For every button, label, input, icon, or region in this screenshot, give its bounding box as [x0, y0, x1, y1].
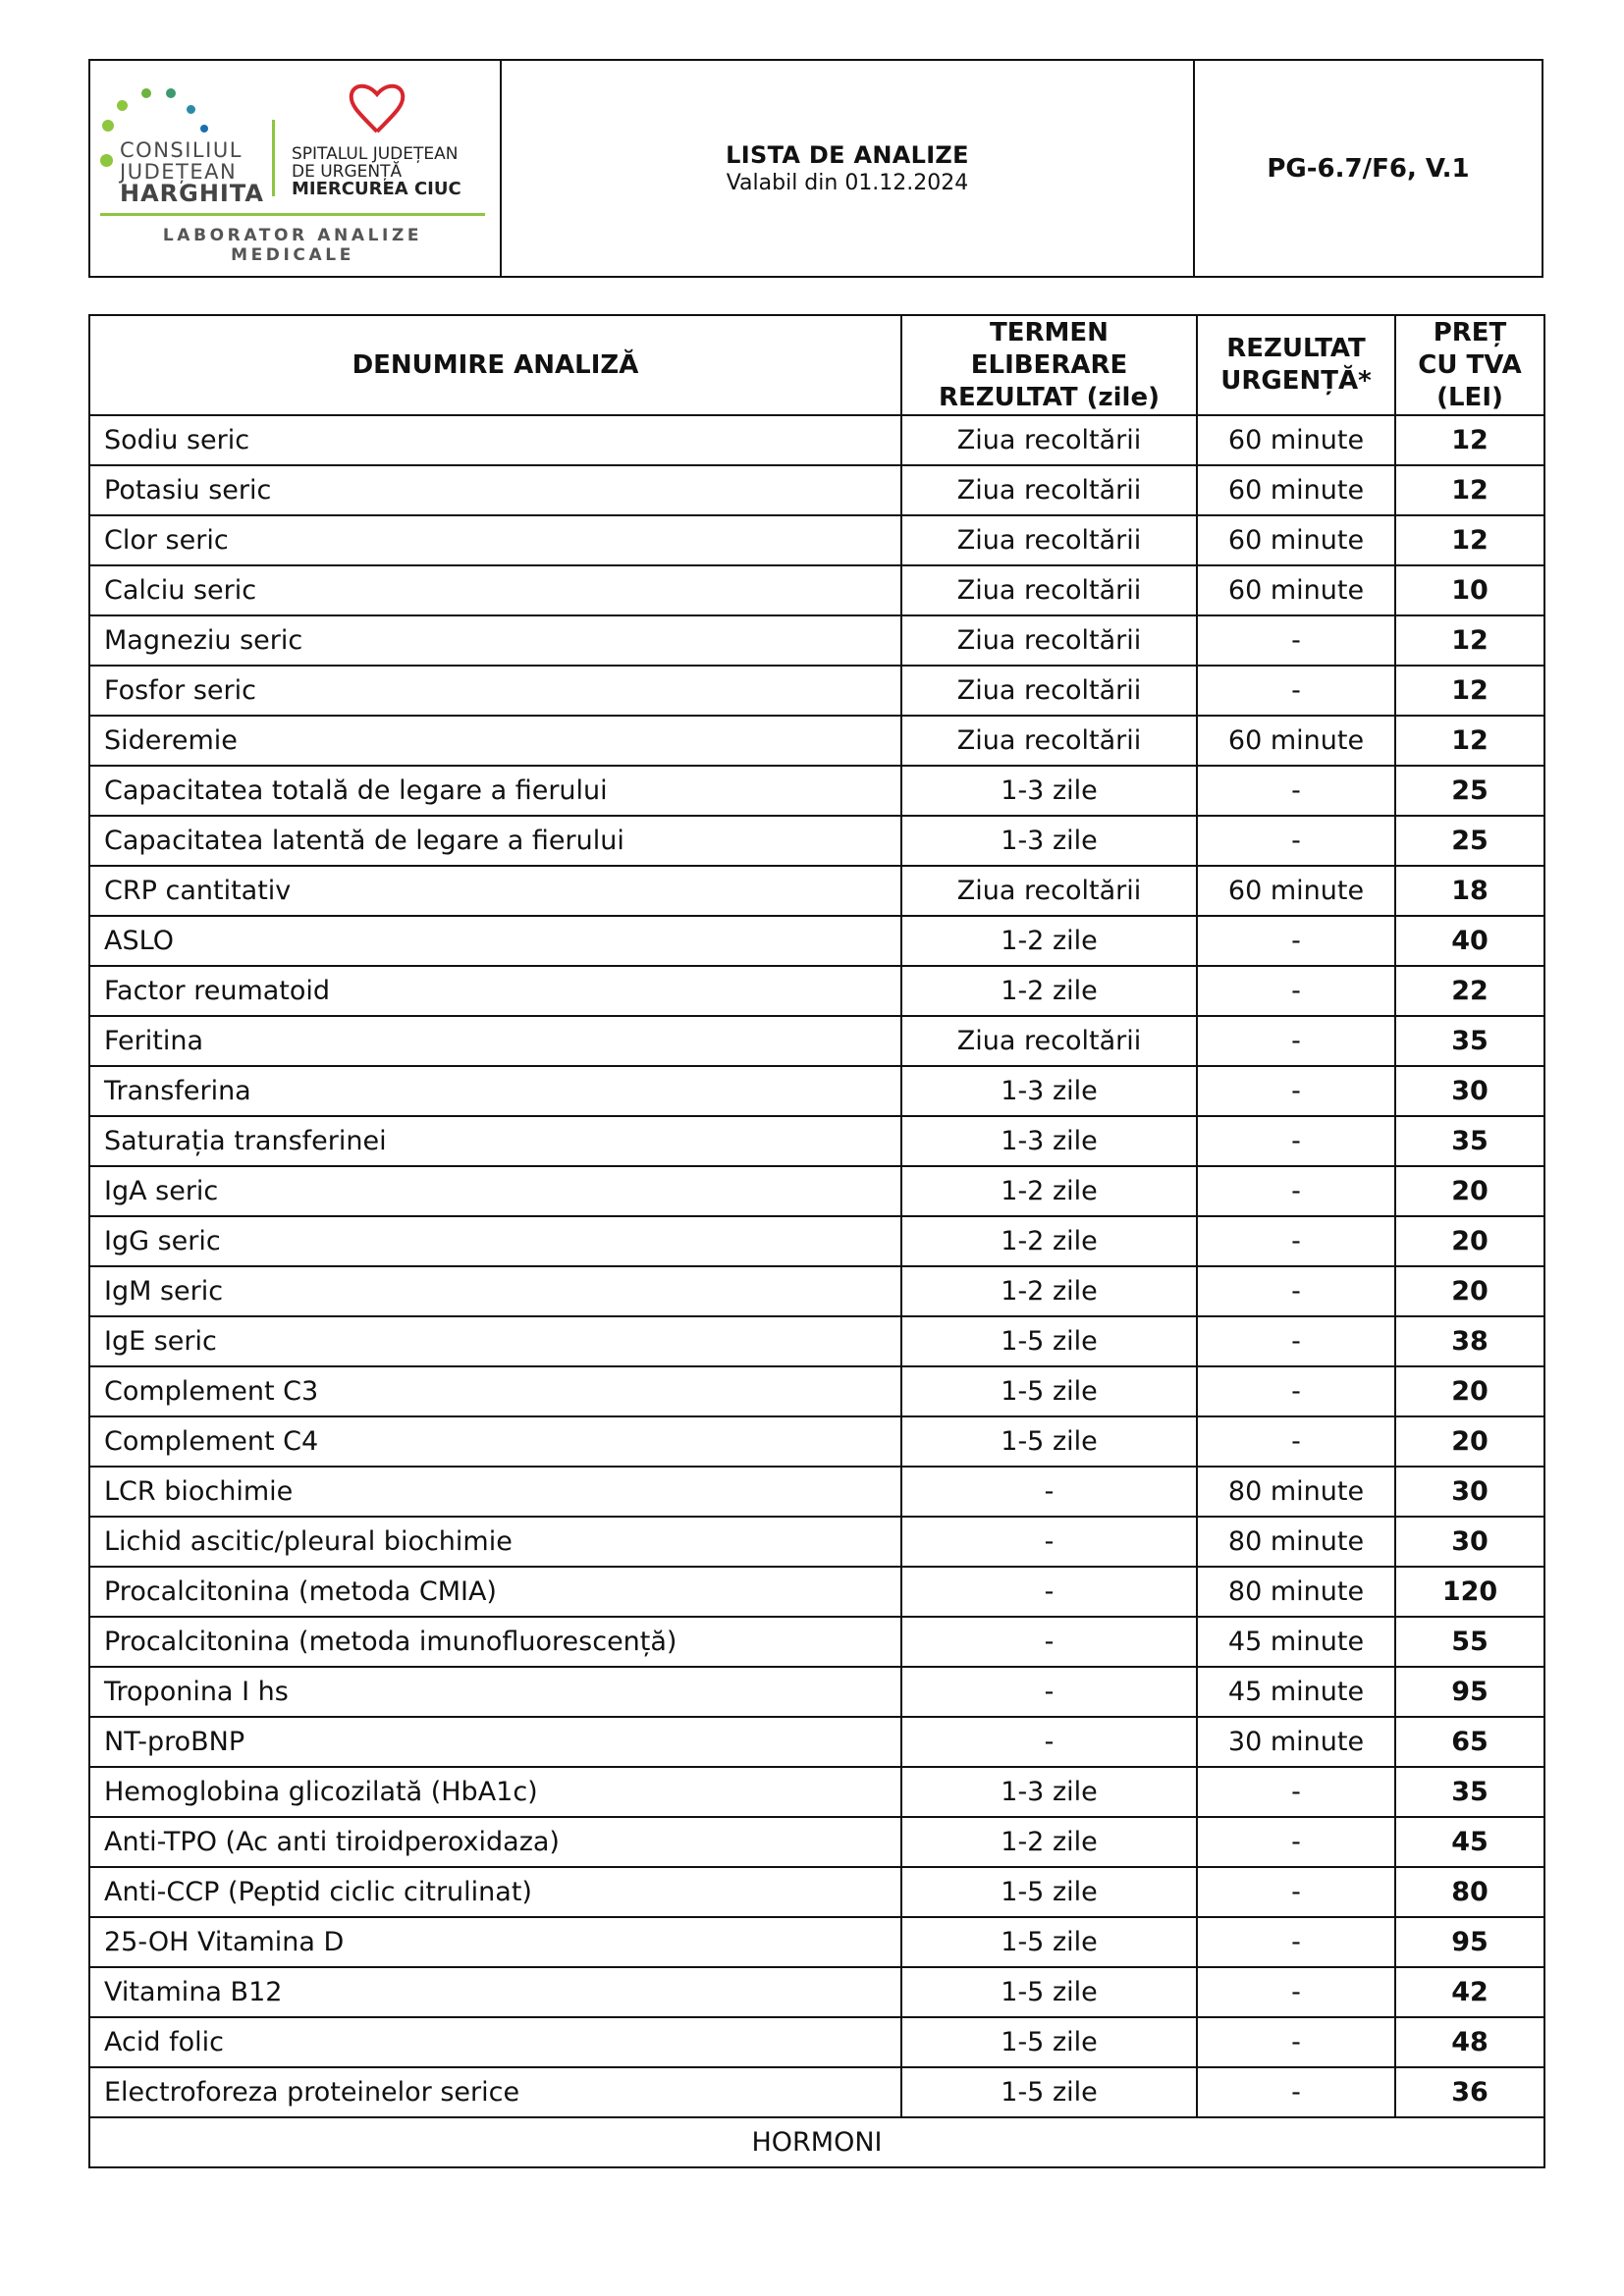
table-row — [89, 1967, 1544, 2017]
analysis-name: Lichid ascitic/pleural biochimie — [89, 1517, 901, 1567]
table-row — [89, 716, 1544, 766]
urgent-result-time: - — [1197, 1066, 1395, 1116]
analysis-name: IgA seric — [89, 1166, 901, 1216]
table-row — [89, 465, 1544, 515]
urgent-result-time: - — [1197, 1266, 1395, 1316]
urgent-result-time: 45 minute — [1197, 1667, 1395, 1717]
release-term: - — [901, 1617, 1197, 1667]
table-row — [89, 1767, 1544, 1817]
price-value: 35 — [1395, 1767, 1544, 1817]
analysis-name: IgE seric — [89, 1316, 901, 1366]
release-term: Ziua recoltării — [901, 615, 1197, 666]
urgent-result-time: 80 minute — [1197, 1467, 1395, 1517]
release-term: Ziua recoltării — [901, 415, 1197, 465]
release-term: Ziua recoltării — [901, 866, 1197, 916]
analysis-name: Clor seric — [89, 515, 901, 565]
table-row — [89, 666, 1544, 716]
title-cell — [502, 61, 1195, 276]
urgent-result-time: 30 minute — [1197, 1717, 1395, 1767]
hospital-line-2: DE URGENȚĂ — [292, 162, 403, 182]
release-term: 1-2 zile — [901, 1266, 1197, 1316]
price-value: 40 — [1395, 916, 1544, 966]
urgent-result-time: - — [1197, 1867, 1395, 1917]
urgent-result-time: - — [1197, 615, 1395, 666]
price-value: 120 — [1395, 1567, 1544, 1617]
table-row — [89, 1617, 1544, 1667]
hospital-logo — [90, 61, 500, 276]
column-header-term: TERMEN ELIBERARE REZULTAT (zile) — [901, 315, 1197, 415]
price-value: 25 — [1395, 766, 1544, 816]
table-row — [89, 916, 1544, 966]
table-row — [89, 1467, 1544, 1517]
urgent-result-time: - — [1197, 666, 1395, 716]
release-term: 1-3 zile — [901, 1116, 1197, 1166]
price-value: 36 — [1395, 2067, 1544, 2117]
analysis-name: Saturația transferinei — [89, 1116, 901, 1166]
table-row — [89, 615, 1544, 666]
price-value: 80 — [1395, 1867, 1544, 1917]
urgent-result-time: - — [1197, 1316, 1395, 1366]
release-term: Ziua recoltării — [901, 1016, 1197, 1066]
analysis-name: Potasiu seric — [89, 465, 901, 515]
analysis-name: Magneziu seric — [89, 615, 901, 666]
price-value: 30 — [1395, 1517, 1544, 1567]
price-value: 12 — [1395, 716, 1544, 766]
table-row — [89, 866, 1544, 916]
table-row — [89, 565, 1544, 615]
price-value: 35 — [1395, 1116, 1544, 1166]
logo-dot-icon — [187, 105, 195, 114]
analysis-name: Sideremie — [89, 716, 901, 766]
price-value: 20 — [1395, 1266, 1544, 1316]
table-row — [89, 515, 1544, 565]
release-term: 1-3 zile — [901, 1767, 1197, 1817]
heart-icon — [348, 82, 406, 136]
price-value: 45 — [1395, 1817, 1544, 1867]
urgent-result-time: - — [1197, 1767, 1395, 1817]
analysis-name: Procalcitonina (metoda imunofluorescență) — [89, 1617, 901, 1667]
urgent-result-time: - — [1197, 1967, 1395, 2017]
document-code: PG-6.7/F6, V.1 — [1267, 153, 1470, 184]
table-row — [89, 966, 1544, 1016]
urgent-result-time: 60 minute — [1197, 716, 1395, 766]
release-term: 1-2 zile — [901, 1166, 1197, 1216]
release-term: Ziua recoltării — [901, 666, 1197, 716]
table-row — [89, 1867, 1544, 1917]
county-council-name — [120, 139, 264, 205]
analysis-name: 25-OH Vitamina D — [89, 1917, 901, 1967]
urgent-result-time: - — [1197, 1166, 1395, 1216]
logo-dot-icon — [200, 125, 208, 133]
price-value: 12 — [1395, 615, 1544, 666]
logo-underline — [100, 213, 485, 216]
urgent-result-time: 60 minute — [1197, 565, 1395, 615]
table-row — [89, 1316, 1544, 1366]
analysis-name: Sodiu seric — [89, 415, 901, 465]
price-value: 12 — [1395, 666, 1544, 716]
price-value: 30 — [1395, 1066, 1544, 1116]
table-row — [89, 1216, 1544, 1266]
release-term: 1-5 zile — [901, 1416, 1197, 1467]
price-value: 42 — [1395, 1967, 1544, 2017]
release-term: 1-3 zile — [901, 816, 1197, 866]
price-value: 95 — [1395, 1667, 1544, 1717]
table-row — [89, 1667, 1544, 1717]
price-value: 12 — [1395, 415, 1544, 465]
table-row — [89, 816, 1544, 866]
council-line-3: HARGHITA — [120, 180, 264, 207]
document-title: LISTA DE ANALIZE — [726, 141, 969, 169]
release-term: 1-2 zile — [901, 1216, 1197, 1266]
lab-name: LABORATOR ANALIZE MEDICALE — [162, 226, 423, 265]
release-term: 1-2 zile — [901, 1817, 1197, 1867]
analysis-name: Capacitatea totală de legare a fierului — [89, 766, 901, 816]
validity-date: Valabil din 01.12.2024 — [726, 171, 969, 195]
price-value: 18 — [1395, 866, 1544, 916]
table-row — [89, 2067, 1544, 2117]
analysis-name: Anti-TPO (Ac anti tiroidperoxidaza) — [89, 1817, 901, 1867]
price-value: 55 — [1395, 1617, 1544, 1667]
analysis-name: IgM seric — [89, 1266, 901, 1316]
table-row — [89, 415, 1544, 465]
urgent-result-time: 80 minute — [1197, 1517, 1395, 1567]
table-row — [89, 1266, 1544, 1316]
logo-dot-icon — [100, 154, 113, 167]
urgent-result-time: - — [1197, 1016, 1395, 1066]
release-term: 1-5 zile — [901, 1917, 1197, 1967]
urgent-result-time: 80 minute — [1197, 1567, 1395, 1617]
price-value: 20 — [1395, 1416, 1544, 1467]
price-value: 10 — [1395, 565, 1544, 615]
urgent-result-time: - — [1197, 2017, 1395, 2067]
release-term: 1-2 zile — [901, 916, 1197, 966]
code-cell — [1195, 61, 1542, 276]
urgent-result-time: - — [1197, 816, 1395, 866]
price-value: 30 — [1395, 1467, 1544, 1517]
urgent-result-time: - — [1197, 1216, 1395, 1266]
price-value: 25 — [1395, 816, 1544, 866]
release-term: 1-3 zile — [901, 1066, 1197, 1116]
council-line-1: CONSILIUL — [120, 138, 243, 162]
analysis-name: IgG seric — [89, 1216, 901, 1266]
analysis-name: Calciu seric — [89, 565, 901, 615]
logo-dot-icon — [141, 88, 151, 98]
table-row — [89, 1567, 1544, 1617]
table-header-row — [89, 315, 1544, 415]
price-value: 20 — [1395, 1366, 1544, 1416]
release-term: - — [901, 1567, 1197, 1617]
urgent-result-time: - — [1197, 966, 1395, 1016]
urgent-result-time: - — [1197, 916, 1395, 966]
release-term: 1-3 zile — [901, 766, 1197, 816]
urgent-result-time: - — [1197, 1116, 1395, 1166]
logo-dot-icon — [166, 88, 176, 98]
urgent-result-time: - — [1197, 1817, 1395, 1867]
urgent-result-time: - — [1197, 766, 1395, 816]
analysis-name: Troponina I hs — [89, 1667, 901, 1717]
table-row — [89, 1366, 1544, 1416]
analysis-name: Capacitatea latentă de legare a fierului — [89, 816, 901, 866]
release-term: Ziua recoltării — [901, 565, 1197, 615]
release-term: 1-5 zile — [901, 1366, 1197, 1416]
price-value: 95 — [1395, 1917, 1544, 1967]
urgent-result-time: - — [1197, 1416, 1395, 1467]
analysis-name: NT-proBNP — [89, 1717, 901, 1767]
logo-dot-icon — [102, 120, 114, 132]
table-row — [89, 2017, 1544, 2067]
price-value: 22 — [1395, 966, 1544, 1016]
analysis-name: Hemoglobina glicozilată (HbA1c) — [89, 1767, 901, 1817]
urgent-result-time: 45 minute — [1197, 1617, 1395, 1667]
table-row — [89, 1917, 1544, 1967]
analysis-name: Complement C4 — [89, 1416, 901, 1467]
table-row — [89, 1016, 1544, 1066]
hospital-line-3: MIERCUREA CIUC — [292, 179, 461, 199]
analysis-name: Vitamina B12 — [89, 1967, 901, 2017]
release-term: Ziua recoltării — [901, 716, 1197, 766]
analysis-name: ASLO — [89, 916, 901, 966]
price-value: 12 — [1395, 465, 1544, 515]
urgent-result-time: 60 minute — [1197, 465, 1395, 515]
release-term: Ziua recoltării — [901, 515, 1197, 565]
table-row — [89, 1517, 1544, 1567]
hospital-name — [292, 145, 461, 198]
table-row — [89, 1416, 1544, 1467]
release-term: 1-5 zile — [901, 1316, 1197, 1366]
urgent-result-time: - — [1197, 1366, 1395, 1416]
analysis-name: LCR biochimie — [89, 1467, 901, 1517]
price-value: 20 — [1395, 1216, 1544, 1266]
analysis-name: CRP cantitativ — [89, 866, 901, 916]
price-value: 48 — [1395, 2017, 1544, 2067]
urgent-result-time: 60 minute — [1197, 866, 1395, 916]
analysis-name: Transferina — [89, 1066, 901, 1116]
section-title: HORMONI — [89, 2117, 1544, 2167]
table-row — [89, 1717, 1544, 1767]
urgent-result-time: - — [1197, 1917, 1395, 1967]
table-row — [89, 766, 1544, 816]
analysis-price-table — [88, 314, 1545, 2168]
council-line-2: JUDEȚEAN — [120, 160, 238, 184]
release-term: - — [901, 1467, 1197, 1517]
logo-cell — [90, 61, 502, 276]
table-row — [89, 1817, 1544, 1867]
column-header-price: PREȚ CU TVA (LEI) — [1395, 315, 1544, 415]
analysis-name: Electroforeza proteinelor serice — [89, 2067, 901, 2117]
price-value: 38 — [1395, 1316, 1544, 1366]
table-row — [89, 1066, 1544, 1116]
table-row — [89, 1116, 1544, 1166]
price-value: 65 — [1395, 1717, 1544, 1767]
release-term: 1-2 zile — [901, 966, 1197, 1016]
urgent-result-time: 60 minute — [1197, 415, 1395, 465]
release-term: 1-5 zile — [901, 2017, 1197, 2067]
urgent-result-time: 60 minute — [1197, 515, 1395, 565]
column-header-name: DENUMIRE ANALIZĂ — [89, 315, 901, 415]
logo-dot-icon — [117, 100, 128, 111]
analysis-name: Fosfor seric — [89, 666, 901, 716]
document-header — [88, 59, 1543, 278]
release-term: - — [901, 1517, 1197, 1567]
release-term: 1-5 zile — [901, 2067, 1197, 2117]
release-term: 1-5 zile — [901, 1867, 1197, 1917]
analysis-name: Procalcitonina (metoda CMIA) — [89, 1567, 901, 1617]
release-term: - — [901, 1667, 1197, 1717]
analysis-name: Factor reumatoid — [89, 966, 901, 1016]
urgent-result-time: - — [1197, 2067, 1395, 2117]
column-header-urgent: REZULTAT URGENȚĂ* — [1197, 315, 1395, 415]
price-value: 12 — [1395, 515, 1544, 565]
table-row — [89, 1166, 1544, 1216]
hospital-line-1: SPITALUL JUDEȚEAN — [292, 144, 459, 164]
analysis-name: Complement C3 — [89, 1366, 901, 1416]
price-value: 20 — [1395, 1166, 1544, 1216]
analysis-name: Feritina — [89, 1016, 901, 1066]
release-term: 1-5 zile — [901, 1967, 1197, 2017]
release-term: - — [901, 1717, 1197, 1767]
logo-divider — [272, 120, 275, 196]
analysis-name: Anti-CCP (Peptid ciclic citrulinat) — [89, 1867, 901, 1917]
analysis-name: Acid folic — [89, 2017, 901, 2067]
release-term: Ziua recoltării — [901, 465, 1197, 515]
price-value: 35 — [1395, 1016, 1544, 1066]
section-row — [89, 2117, 1544, 2167]
